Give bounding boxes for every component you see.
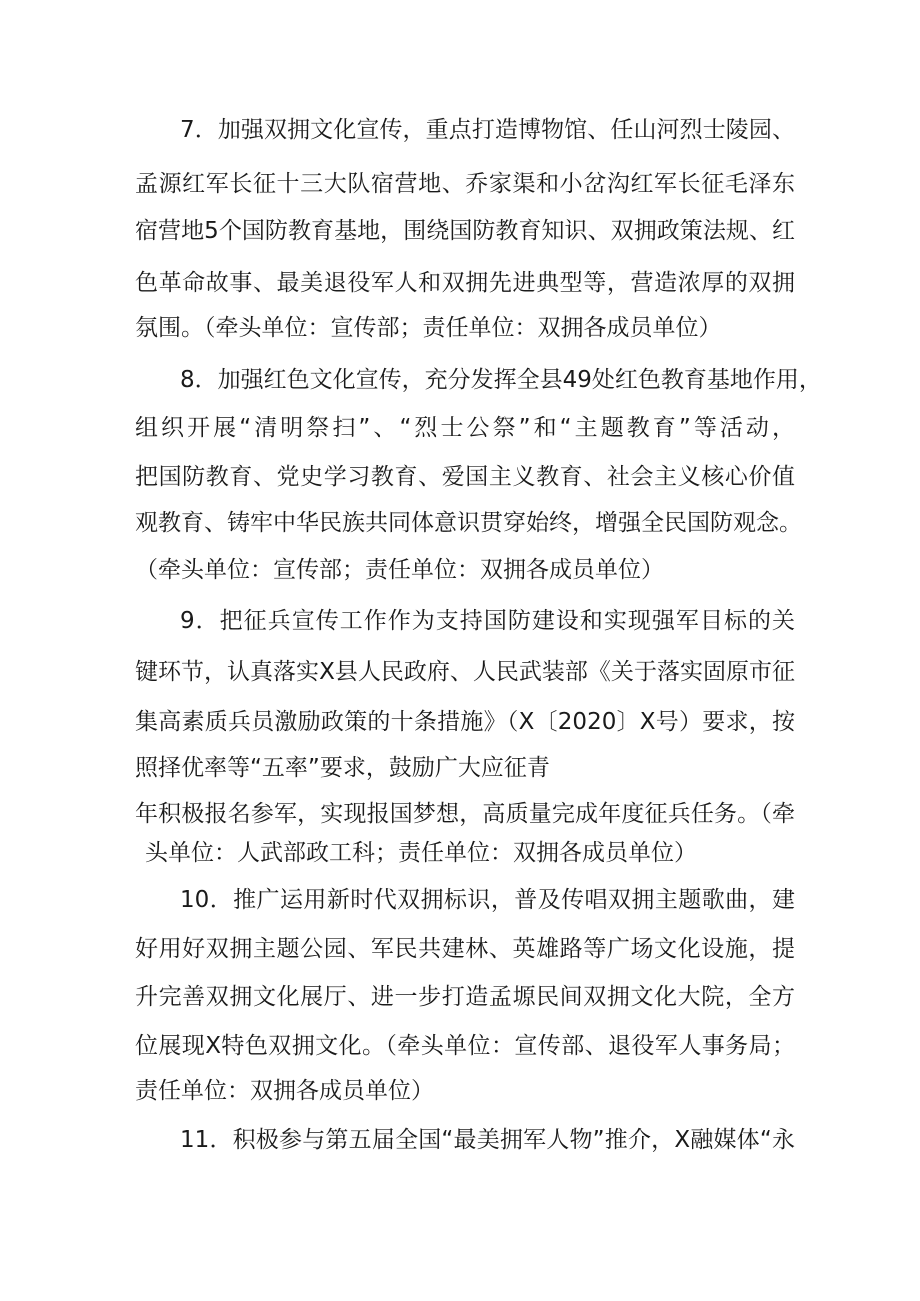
paragraph-8-line-3: 把国防教育、党史学习教育、爱国主义教育、社会主义核心价值 <box>135 464 795 490</box>
paragraph-8-line-4: 观教育、铸牢中华民族共同体意识贯穿始终，增强全民国防观念。 <box>135 510 802 536</box>
paragraph-10-line-4: 位展现X特色双拥文化。（牵头单位：宣传部、退役军人事务局； <box>135 1033 795 1059</box>
paragraph-7-line-5: 氛围。（牵头单位：宣传部；责任单位：双拥各成员单位） <box>135 315 722 341</box>
paragraph-10-line-3: 升完善双拥文化展厅、进一步打造孟塬民间双拥文化大院，全方 <box>135 984 795 1010</box>
paragraph-7-line-4: 色革命故事、最美退役军人和双拥先进典型等，营造浓厚的双拥 <box>135 270 795 296</box>
paragraph-11-line-1: 11．积极参与第五届全国“最美拥军人物”推介，X融媒体“永 <box>180 1127 795 1153</box>
paragraph-10-line-2: 好用好双拥主题公园、军民共建林、英雄路等广场文化设施，提 <box>135 936 795 962</box>
paragraph-8-line-5: （牵头单位：宣传部；责任单位：双拥各成员单位） <box>135 557 664 583</box>
paragraph-9-line-3: 集高素质兵员激励政策的十条措施》（X〔2020〕X号）要求，按 <box>135 709 795 735</box>
paragraph-9-line-4: 照择优率等“五率”要求，鼓励广大应征青 <box>135 755 550 781</box>
paragraph-9-line-5: 年积极报名参军，实现报国梦想，高质量完成年度征兵任务。（牵 <box>135 801 795 827</box>
paragraph-8-line-1: 8．加强红色文化宣传，充分发挥全县49处红色教育基地作用， <box>180 367 822 393</box>
paragraph-9-line-1: 9．把征兵宣传工作作为支持国防建设和实现强军目标的关 <box>180 608 795 634</box>
paragraph-7-line-1: 7．加强双拥文化宣传，重点打造博物馆、任山河烈士陵园、 <box>180 117 795 143</box>
paragraph-9-line-2: 键环节，认真落实X县人民政府、人民武装部《关于落实固原市征 <box>135 659 795 685</box>
paragraph-7-line-2: 孟源红军长征十三大队宿营地、乔家渠和小岔沟红军长征毛泽东 <box>135 171 795 197</box>
paragraph-9-line-6: 头单位：人武部政工科；责任单位：双拥各成员单位） <box>145 840 697 866</box>
paragraph-10-line-1: 10．推广运用新时代双拥标识，普及传唱双拥主题歌曲，建 <box>180 887 795 913</box>
paragraph-8-line-2: 组织开展“清明祭扫”、“烈士公祭”和“主题教育”等活动， <box>135 415 795 441</box>
paragraph-10-line-5: 责任单位：双拥各成员单位） <box>135 1078 434 1104</box>
paragraph-7-line-3: 宿营地5个国防教育基地，围绕国防教育知识、双拥政策法规、红 <box>135 218 795 244</box>
